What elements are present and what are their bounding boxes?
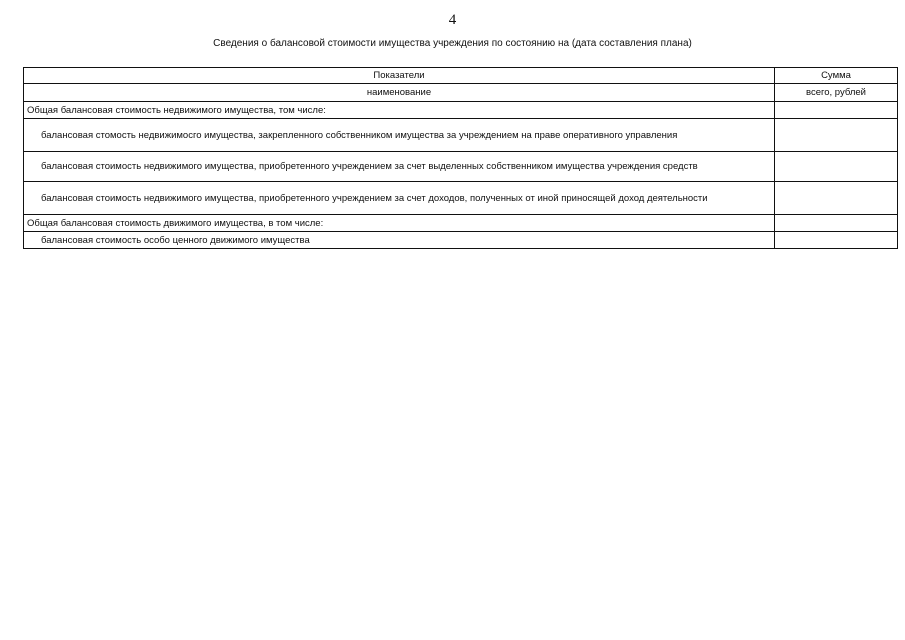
row-label: Общая балансовая стоимость движимого имущества, в том числе:	[24, 215, 775, 232]
header-indicators: Показатели	[24, 68, 775, 84]
row-value	[775, 182, 898, 215]
table-row	[24, 232, 898, 249]
page-number: 4	[448, 12, 457, 28]
table-row	[24, 102, 898, 119]
row-value	[775, 232, 898, 249]
row-value	[775, 102, 898, 119]
row-label: балансовая стоимость особо ценного движимого имущества	[24, 232, 775, 249]
row-label: балансовая стоимость недвижимого имущества, приобретенного учреждением за счет выделенных собственником имущества учреждения средств	[24, 152, 775, 182]
row-label: балансовая стомость недвижимосго имущества, закрепленного собственником имущества за учреждением на праве оперативного управления	[24, 119, 775, 152]
table-row	[24, 152, 898, 182]
header-total-rubles: всего, рублей	[775, 84, 898, 102]
row-label: Общая балансовая стоимость недвижимого имущества, том числе:	[24, 102, 775, 119]
header-name: наименование	[24, 84, 775, 102]
document-title: Сведения о балансовой стоимости имущества учреждения по состоянию на (дата составления плана)	[213, 38, 692, 49]
header-row-indicators	[24, 68, 898, 84]
table-row	[24, 215, 898, 232]
row-value	[775, 119, 898, 152]
balance-value-table	[23, 67, 898, 249]
header-sum: Сумма	[775, 68, 898, 84]
table-row	[24, 119, 898, 152]
table-row	[24, 182, 898, 215]
header-row-name	[24, 84, 898, 102]
row-value	[775, 215, 898, 232]
row-value	[775, 152, 898, 182]
row-label: балансовая стоимость недвижимого имущества, приобретенного учреждением за счет доходов, полученных от иной приносящей доход деятельности	[24, 182, 775, 215]
